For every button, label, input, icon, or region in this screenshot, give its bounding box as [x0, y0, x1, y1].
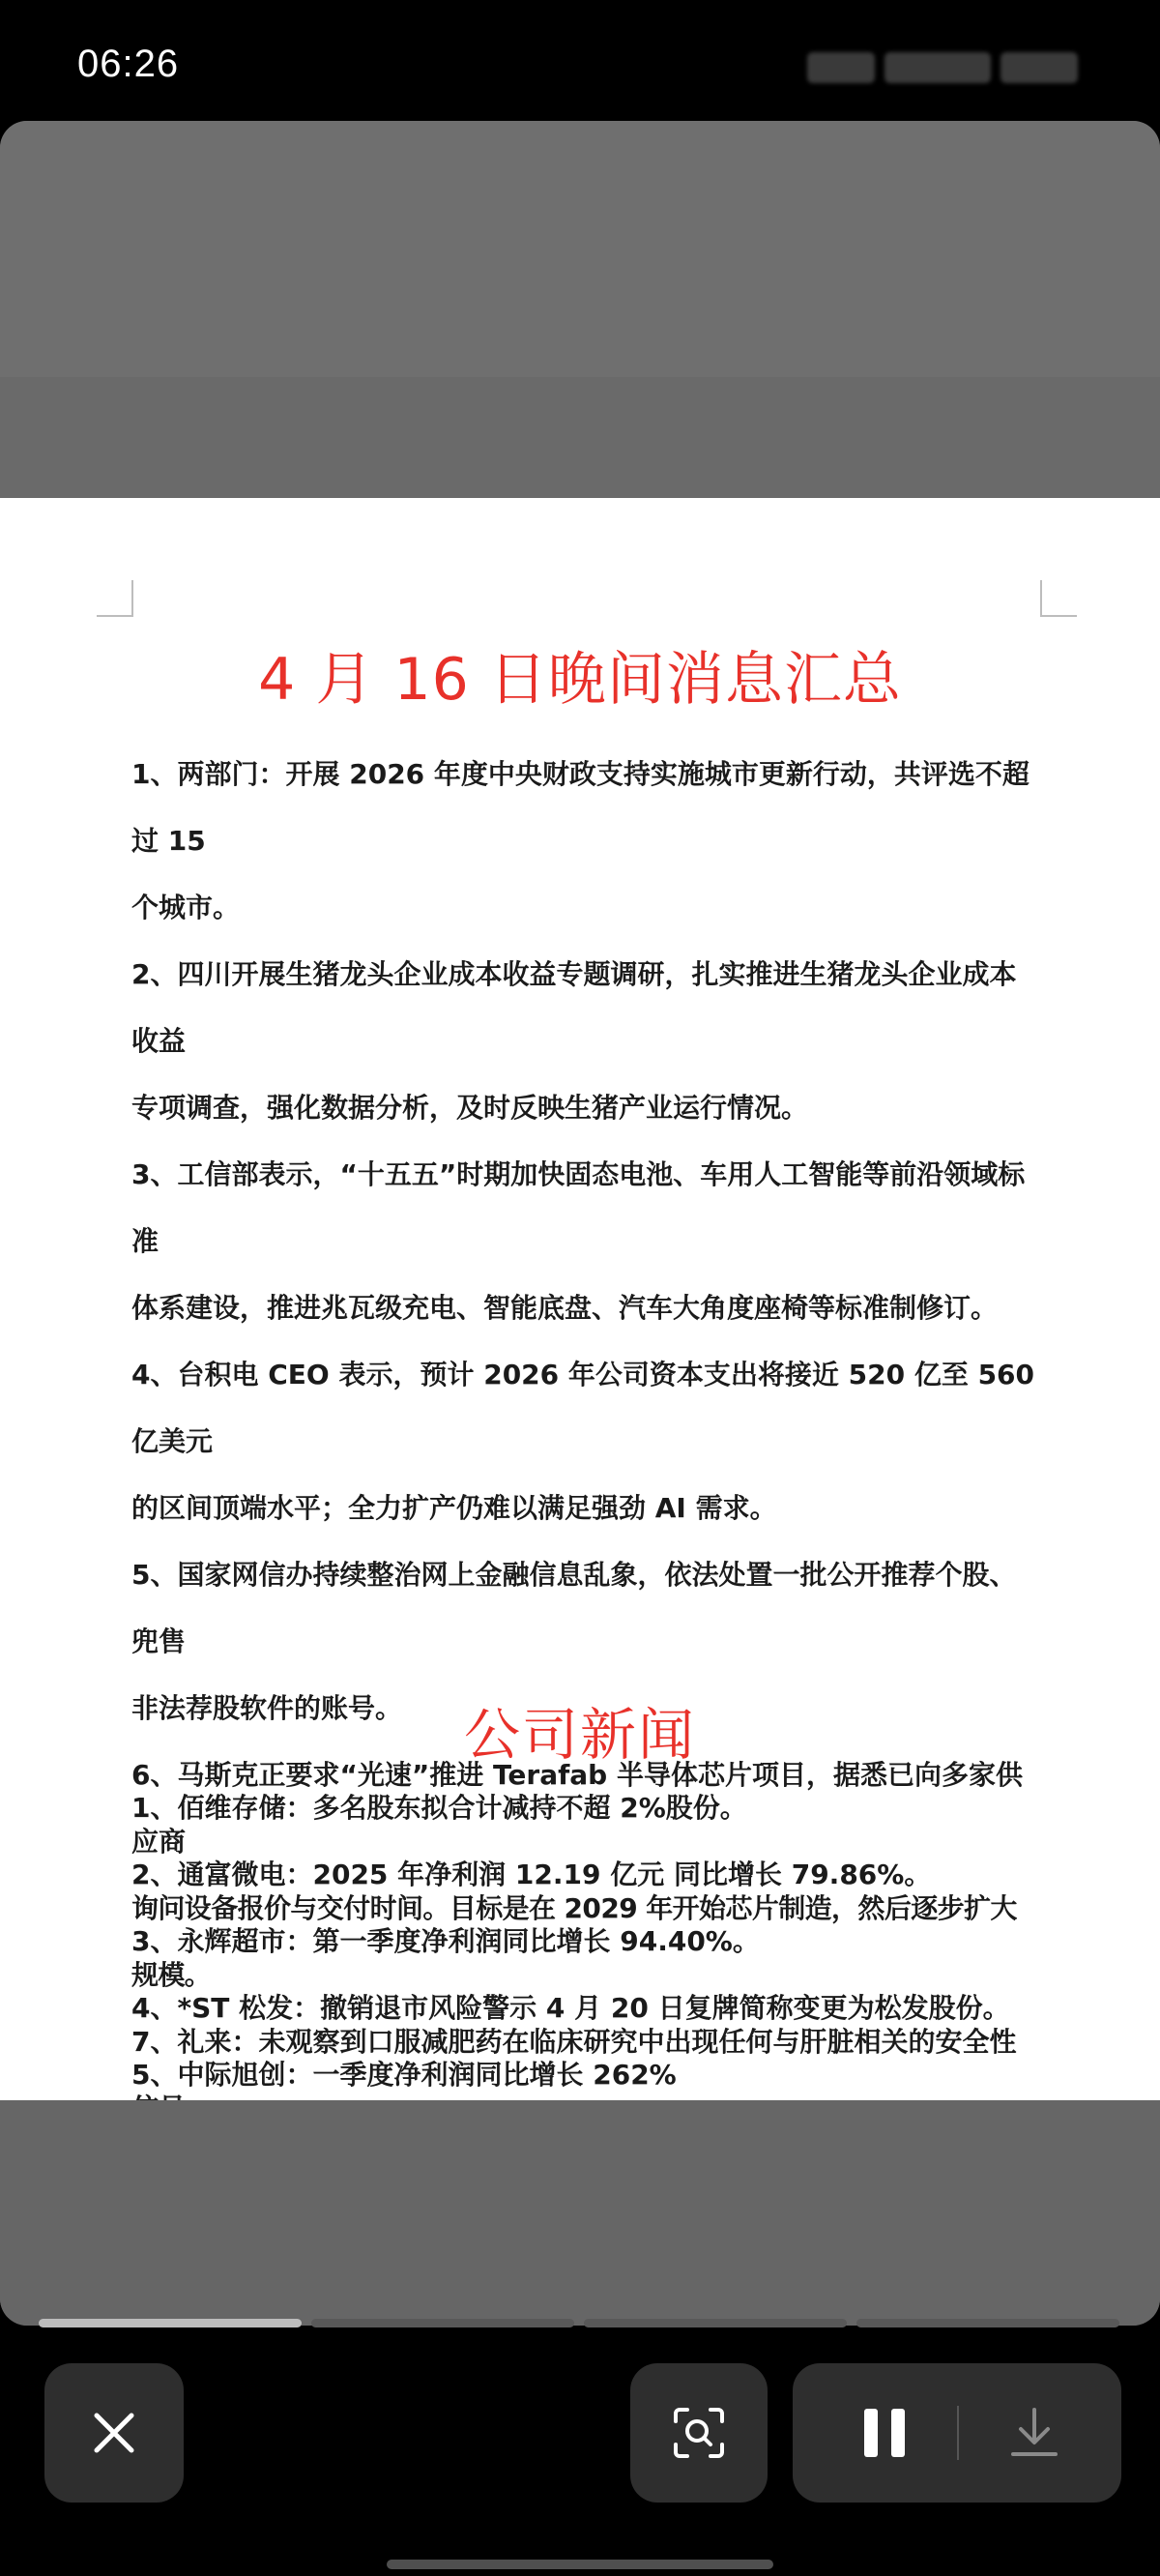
news-line: 非法荐股软件的账号。	[131, 1692, 403, 1724]
media-controls	[793, 2363, 1121, 2503]
company-news-list	[131, 1774, 1040, 2108]
news-line: 专项调查，强化数据分析，及时反映生猪产业运行情况。	[131, 1092, 809, 1124]
progress-segment	[311, 2319, 574, 2327]
image-viewer[interactable]	[0, 121, 1160, 2326]
news-line: 6、马斯克正要求“光速”推进 Terafab 半导体芯片项目，据悉已向多家供应商	[131, 1759, 1023, 1858]
home-indicator[interactable]	[387, 2560, 773, 2569]
progress-segment	[584, 2319, 847, 2327]
company-news-line: 4、*ST 松发：撤销退市风险警示 4 月 20 日复牌简称变更为松发股份。	[131, 1992, 1010, 2024]
progress-segment	[856, 2319, 1119, 2327]
viewer-bottom-area	[0, 2100, 1160, 2326]
slide-progress	[39, 2319, 1121, 2328]
close-icon	[89, 2408, 139, 2458]
status-icons	[807, 48, 1097, 87]
news-line: 3、工信部表示，“十五五”时期加快固态电池、车用人工智能等前沿领域标准	[131, 1158, 1026, 1257]
pause-button[interactable]	[860, 2409, 909, 2457]
news-line: 5、国家网信办持续整治网上金融信息乱象，依法处置一批公开推荐个股、兜售	[131, 1559, 1017, 1657]
news-line: 询问设备报价与交付时间。目标是在 2029 年开始芯片制造，然后逐步扩大规模。	[131, 1892, 1017, 1991]
status-bar	[0, 0, 1160, 135]
lens-scan-button[interactable]	[630, 2363, 768, 2503]
download-button[interactable]	[1005, 2402, 1063, 2464]
document-page[interactable]	[0, 498, 1160, 2221]
pause-icon	[864, 2409, 878, 2457]
news-line: 2、四川开展生猪龙头企业成本收益专题调研，扎实推进生猪龙头企业成本收益	[131, 958, 1017, 1057]
news-line: 体系建设，推进兆瓦级充电、智能底盘、汽车大角度座椅等标准制修订。	[131, 1292, 999, 1324]
document-title: 4 月 16 日晚间消息汇总	[258, 646, 902, 714]
download-icon	[1005, 2402, 1063, 2464]
company-news-line: 3、永辉超市：第一季度净利润同比增长 94.40%。	[131, 1925, 760, 1957]
divider	[957, 2406, 959, 2460]
progress-segment-active	[39, 2319, 302, 2327]
news-line: 个城市。	[131, 892, 241, 923]
corner-mark	[97, 580, 133, 617]
close-button[interactable]	[44, 2363, 184, 2503]
status-time: 06:26	[77, 43, 180, 85]
company-news-line: 5、中际旭创：一季度净利润同比增长 262%	[131, 2059, 677, 2091]
company-news-line: 2、通富微电：2025 年净利润 12.19 亿元 同比增长 79.86%。	[131, 1859, 932, 1890]
corner-mark	[1040, 580, 1077, 617]
news-line: 7、礼来：未观察到口服减肥药在临床研究中出现任何与肝脏相关的安全性	[131, 2026, 1017, 2058]
lens-scan-icon	[670, 2404, 728, 2462]
news-line: 的区间顶端水平；全力扩产仍难以满足强劲 AI 需求。	[131, 1492, 777, 1524]
viewer-top-area	[0, 121, 1160, 377]
news-line: 1、两部门：开展 2026 年度中央财政支持实施城市更新行动，共评选不超过 15	[131, 758, 1030, 857]
news-line: 4、台积电 CEO 表示，预计 2026 年公司资本支出将接近 520 亿至 560 亿美元	[131, 1359, 1035, 1457]
section-title: 公司新闻	[463, 1702, 696, 1768]
company-news-line: 1、佰维存储：多名股东拟合计减持不超 2%股份。	[131, 1792, 747, 1824]
